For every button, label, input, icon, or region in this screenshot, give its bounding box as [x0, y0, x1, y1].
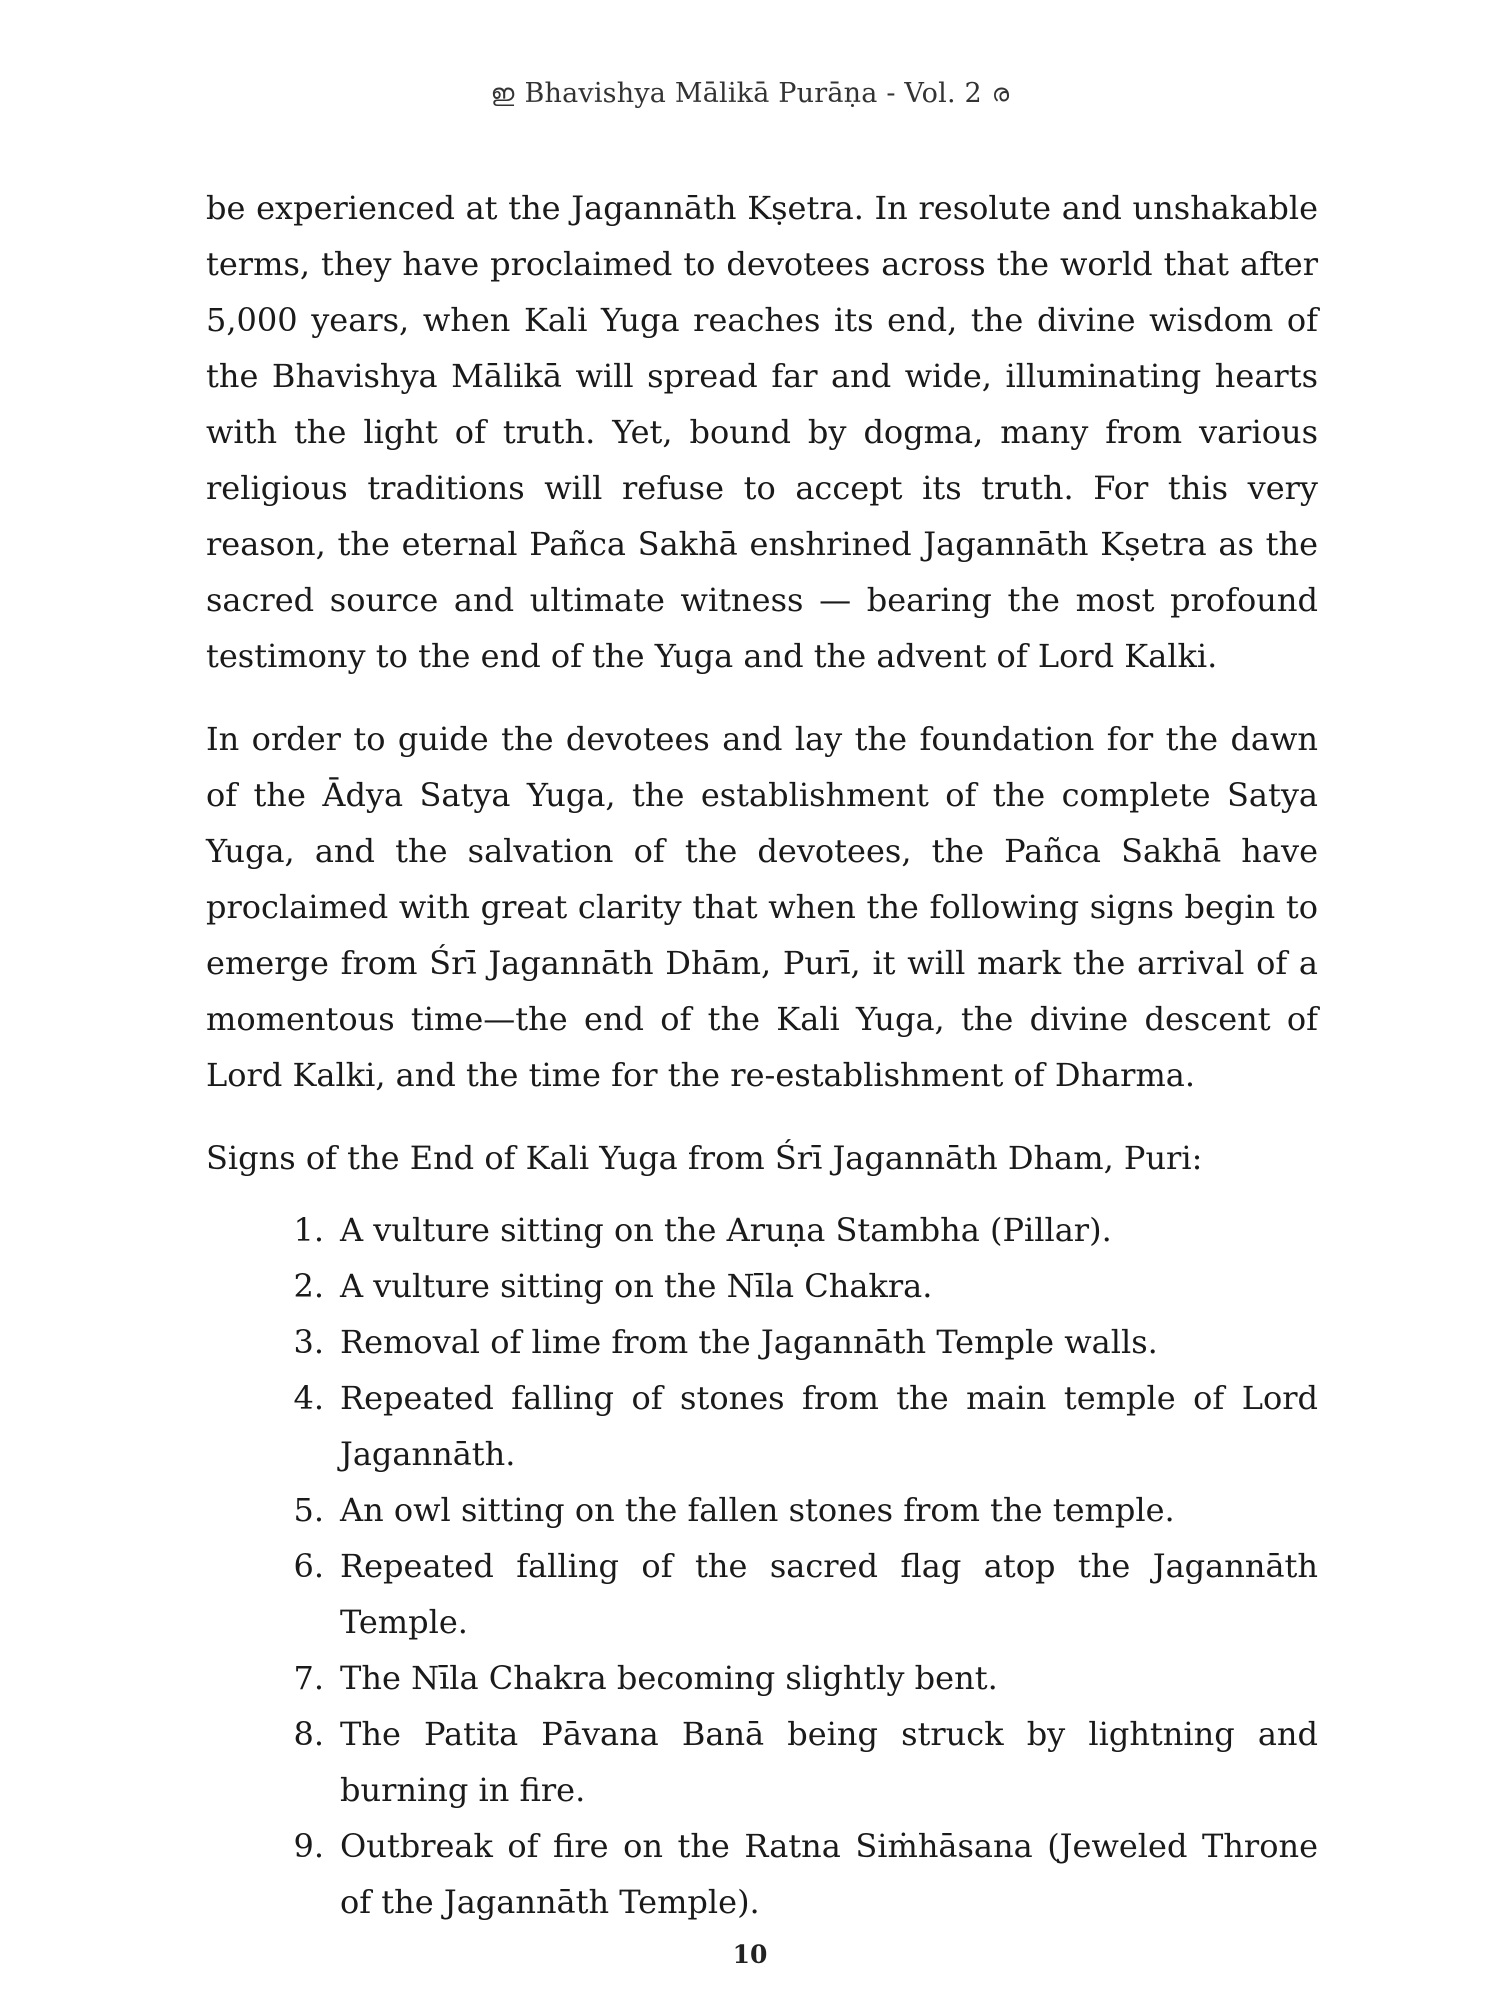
- list-item-text: The Patita Pāvana Banā being struck by lightning and burning in fire.: [340, 1715, 1318, 1809]
- list-number: 6.: [293, 1547, 324, 1585]
- list-item: [268, 1818, 1318, 1930]
- list-item-text: An owl sitting on the fallen stones from the temple.: [340, 1491, 1175, 1529]
- list-item-text: Outbreak of fire on the Ratna Siṁhāsana (Jeweled Throne of the Jagannāth Temple).: [340, 1827, 1318, 1921]
- signs-list: [206, 1202, 1318, 1930]
- page-body: [206, 180, 1318, 1930]
- book-title: Bhavishya Mālikā Purāṇa - Vol. 2: [524, 78, 982, 109]
- list-item-text: The Nīla Chakra becoming slightly bent.: [340, 1659, 998, 1697]
- list-item-text: Repeated falling of the sacred flag atop the Jagannāth Temple.: [340, 1547, 1318, 1641]
- list-item: [268, 1370, 1318, 1482]
- left-ornament-icon: ഇ: [490, 79, 515, 107]
- list-item: [268, 1650, 1318, 1706]
- page-number: 10: [732, 1940, 768, 1969]
- list-number: 5.: [293, 1491, 324, 1529]
- list-number: 1.: [293, 1211, 324, 1249]
- list-number: 2.: [293, 1267, 324, 1305]
- list-item: [268, 1482, 1318, 1538]
- list-number: 4.: [293, 1379, 324, 1417]
- list-item-text: Removal of lime from the Jagannāth Temple walls.: [340, 1323, 1158, 1361]
- list-item-text: A vulture sitting on the Aruṇa Stambha (Pillar).: [340, 1211, 1112, 1249]
- list-item: [268, 1314, 1318, 1370]
- list-item: [268, 1258, 1318, 1314]
- signs-heading: Signs of the End of Kali Yuga from Śrī Jagannāth Dham, Puri:: [206, 1139, 1203, 1177]
- list-number: 7.: [293, 1659, 324, 1697]
- running-header: [0, 78, 1500, 109]
- paragraph: be experienced at the Jagannāth Kṣetra. In resolute and unshakable terms, they have proclaimed to devotees across the world that after 5,000 years, when Kali Yuga reaches its end, the divine wisdom of the Bhavishya Mālikā will spread far and wide, illuminating hearts with the light of truth. Yet, bound by dogma, many from various religious traditions will refuse to accept its truth. For this very reason, the eternal Pañca Sakhā enshrined Jagannāth Kṣetra as the sacred source and ultimate witness — bearing the most profound testimony to the end of the Yuga and the advent of Lord Kalki.: [206, 189, 1318, 675]
- list-item-text: Repeated falling of stones from the main temple of Lord Jagannāth.: [340, 1379, 1318, 1473]
- list-number: 3.: [293, 1323, 324, 1361]
- right-ornament-icon: ര: [991, 79, 1010, 107]
- list-item: [268, 1202, 1318, 1258]
- list-number: 8.: [293, 1715, 324, 1753]
- paragraph: In order to guide the devotees and lay the foundation for the dawn of the Ādya Satya Yuga, the establishment of the complete Satya Yuga, and the salvation of the devotees, the Pañca Sakhā have proclaimed with great clarity that when the following signs begin to emerge from Śrī Jagannāth Dhām, Purī, it will mark the arrival of a momentous time—the end of the Kali Yuga, the divine descent of Lord Kalki, and the time for the re-establishment of Dharma.: [206, 720, 1318, 1094]
- list-item: [268, 1538, 1318, 1650]
- list-item-text: A vulture sitting on the Nīla Chakra.: [340, 1267, 933, 1305]
- list-item: [268, 1706, 1318, 1818]
- list-number: 9.: [293, 1827, 324, 1865]
